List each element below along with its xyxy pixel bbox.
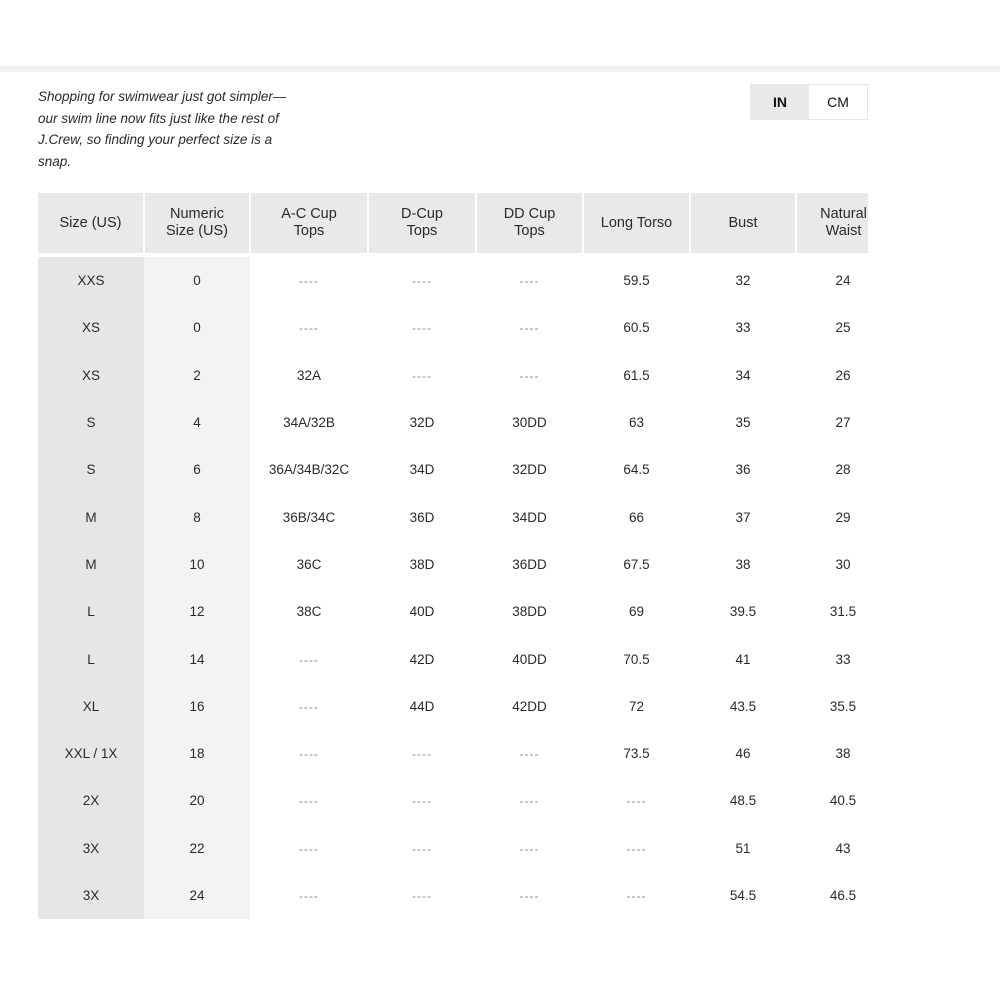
cell-value: 38D: [409, 556, 435, 572]
cell-value: 36: [735, 462, 751, 478]
dd-cup-cell: [476, 825, 583, 872]
cell-value: ----: [299, 652, 319, 667]
cell-value: 35.5: [829, 698, 857, 714]
cell-value: ----: [412, 274, 432, 289]
cell-value: L: [87, 651, 95, 667]
long-torso-cell: [583, 255, 690, 304]
cell-value: 40D: [409, 604, 435, 620]
numeric-size-cell: [144, 541, 250, 588]
cell-value: 10: [189, 556, 205, 572]
cell-value: 12: [189, 604, 205, 620]
cell-value: 39.5: [729, 604, 757, 620]
cell-value: 44D: [409, 698, 435, 714]
dd-cup-cell: [476, 872, 583, 919]
natural-waist-cell: [796, 352, 868, 399]
long-torso-cell: [583, 541, 690, 588]
ac-cup-cell: [250, 255, 368, 304]
size-cell: [38, 683, 144, 730]
size-cell: [38, 352, 144, 399]
cell-value: XS: [81, 367, 100, 383]
long-torso-cell: [583, 399, 690, 446]
long-torso-cell: [583, 352, 690, 399]
ac-cup-cell: [250, 730, 368, 777]
cell-value: XL: [82, 698, 100, 714]
dd-cup-cell: [476, 730, 583, 777]
size-cell: [38, 635, 144, 682]
cell-value: 38DD: [512, 604, 547, 620]
cell-value: ----: [299, 841, 319, 856]
cell-value: 66: [628, 509, 645, 525]
cell-value: 60.5: [623, 320, 650, 336]
d-cup-cell: [368, 255, 476, 304]
cell-value: 4: [193, 415, 201, 431]
cell-value: ----: [519, 321, 540, 336]
long-torso-cell: [583, 777, 690, 824]
numeric-size-cell: [144, 683, 250, 730]
cell-value: 6: [193, 462, 201, 478]
numeric-size-cell: [144, 730, 250, 777]
d-cup-cell: [368, 825, 476, 872]
numeric-size-cell: [144, 825, 250, 872]
unit-cm-button[interactable]: CM: [809, 85, 867, 119]
size-cell: [38, 872, 144, 919]
long-torso-cell: [583, 446, 690, 493]
table-header-row: [38, 193, 868, 255]
cell-value: 32: [735, 273, 751, 289]
d-cup-cell: [368, 683, 476, 730]
cell-value: 61.5: [623, 367, 650, 383]
cell-value: ----: [519, 889, 540, 903]
cell-value: 14: [189, 651, 205, 667]
dd-cup-cell: [476, 541, 583, 588]
size-cell: [38, 588, 144, 635]
size-cell: [38, 730, 144, 777]
size-cell: [38, 255, 144, 304]
cell-value: ----: [412, 321, 432, 336]
cell-value: 26: [835, 367, 851, 383]
cell-value: ----: [519, 274, 540, 289]
bust-cell: [690, 493, 796, 540]
table-row: [38, 399, 868, 446]
table-row: [38, 683, 868, 730]
table-row: [38, 352, 868, 399]
d-cup-cell: [368, 352, 476, 399]
table-row: [38, 825, 868, 872]
cell-value: 24: [835, 273, 851, 289]
cell-value: 27: [835, 415, 851, 431]
header-size-us: Size (US): [38, 193, 144, 255]
cell-value: 36D: [409, 509, 435, 525]
intro-text: Shopping for swimwear just got simpler—our swim line now fits just like the rest of J.Crew, so finding your perfect size is a snap.: [38, 89, 287, 169]
cell-value: 34A/32B: [283, 415, 335, 431]
ac-cup-cell: [250, 872, 368, 919]
d-cup-cell: [368, 446, 476, 493]
bust-cell: [690, 588, 796, 635]
bust-cell: [690, 255, 796, 304]
numeric-size-cell: [144, 446, 250, 493]
table-row: [38, 541, 868, 588]
long-torso-cell: [583, 730, 690, 777]
unit-toggle: [750, 84, 868, 120]
cell-value: 48.5: [729, 793, 757, 809]
header-long-torso: Long Torso: [583, 193, 690, 255]
table-body: [38, 255, 868, 919]
cell-value: 3X: [82, 888, 100, 903]
cell-value: 36DD: [512, 556, 547, 572]
ac-cup-cell: [250, 541, 368, 588]
cell-value: 64.5: [623, 462, 650, 478]
d-cup-cell: [368, 730, 476, 777]
size-cell: [38, 825, 144, 872]
cell-value: 22: [189, 840, 205, 856]
cell-value: 35: [735, 415, 751, 431]
size-cell: [38, 493, 144, 540]
cell-value: 0: [193, 320, 201, 336]
cell-value: M: [85, 509, 97, 525]
cell-value: 38: [735, 556, 751, 572]
size-cell: [38, 777, 144, 824]
cell-value: ----: [519, 794, 540, 809]
unit-in-button[interactable]: IN: [751, 85, 809, 119]
natural-waist-cell: [796, 541, 868, 588]
size-cell: [38, 541, 144, 588]
natural-waist-cell: [796, 730, 868, 777]
numeric-size-cell: [144, 635, 250, 682]
ac-cup-cell: [250, 399, 368, 446]
cell-value: 31.5: [829, 604, 857, 620]
cell-value: 40DD: [512, 651, 547, 667]
cell-value: 32A: [296, 367, 322, 383]
table-row: [38, 446, 868, 493]
size-chart-table: [38, 193, 868, 919]
natural-waist-cell: [796, 255, 868, 304]
cell-value: 38C: [296, 604, 322, 620]
cell-value: 38: [835, 746, 851, 762]
cell-value: 24: [189, 888, 205, 903]
numeric-size-cell: [144, 588, 250, 635]
natural-waist-cell: [796, 304, 868, 351]
bust-cell: [690, 730, 796, 777]
cell-value: 72: [628, 698, 645, 714]
cell-value: ----: [299, 321, 319, 336]
cell-value: 69: [628, 604, 645, 620]
cell-value: 36C: [296, 556, 322, 572]
cell-value: 46.5: [829, 888, 857, 903]
dd-cup-cell: [476, 777, 583, 824]
cell-value: S: [86, 462, 96, 478]
ac-cup-cell: [250, 588, 368, 635]
ac-cup-cell: [250, 683, 368, 730]
natural-waist-cell: [796, 399, 868, 446]
d-cup-cell: [368, 872, 476, 919]
long-torso-cell: [583, 825, 690, 872]
natural-waist-cell: [796, 635, 868, 682]
cell-value: 2: [193, 367, 201, 383]
cell-value: ----: [412, 368, 432, 383]
natural-waist-cell: [796, 777, 868, 824]
cell-value: S: [86, 415, 96, 431]
numeric-size-cell: [144, 352, 250, 399]
dd-cup-cell: [476, 588, 583, 635]
table-row: [38, 493, 868, 540]
numeric-size-cell: [144, 493, 250, 540]
size-chart-scroll-area[interactable]: [38, 193, 868, 920]
long-torso-cell: [583, 872, 690, 919]
table-row: [38, 777, 868, 824]
cell-value: 43.5: [729, 698, 757, 714]
ac-cup-cell: [250, 777, 368, 824]
size-cell: [38, 399, 144, 446]
table-row: [38, 730, 868, 777]
cell-value: ----: [412, 889, 432, 903]
cell-value: 63: [628, 415, 645, 431]
cell-value: 46: [735, 746, 751, 762]
ac-cup-cell: [250, 446, 368, 493]
natural-waist-cell: [796, 588, 868, 635]
cell-value: 43: [835, 840, 851, 856]
numeric-size-cell: [144, 777, 250, 824]
cell-value: XXL / 1X: [64, 746, 118, 762]
ac-cup-cell: [250, 304, 368, 351]
bust-cell: [690, 446, 796, 493]
natural-waist-cell: [796, 825, 868, 872]
cell-value: 16: [189, 698, 205, 714]
table-row: [38, 255, 868, 304]
d-cup-cell: [368, 635, 476, 682]
cell-value: ----: [626, 841, 647, 856]
dd-cup-cell: [476, 255, 583, 304]
cell-value: 73.5: [623, 746, 650, 762]
table-row: [38, 304, 868, 351]
bust-cell: [690, 541, 796, 588]
cell-value: 42D: [409, 651, 435, 667]
cell-value: 8: [193, 509, 201, 525]
natural-waist-cell: [796, 872, 868, 919]
bust-cell: [690, 683, 796, 730]
cell-value: 36A/34B/32C: [268, 462, 350, 478]
dd-cup-cell: [476, 352, 583, 399]
numeric-size-cell: [144, 304, 250, 351]
ac-cup-cell: [250, 825, 368, 872]
cell-value: 20: [189, 793, 205, 809]
dd-cup-cell: [476, 304, 583, 351]
cell-value: 51: [735, 840, 751, 856]
cell-value: ----: [412, 747, 432, 762]
cell-value: 3X: [82, 840, 100, 856]
cell-value: 25: [835, 320, 851, 336]
header-bust: Bust: [690, 193, 796, 255]
header-ac-cup-tops: A-C Cup Tops: [250, 193, 368, 255]
cell-value: 70.5: [623, 651, 650, 667]
d-cup-cell: [368, 588, 476, 635]
bust-cell: [690, 399, 796, 446]
numeric-size-cell: [144, 255, 250, 304]
cell-value: ----: [519, 841, 540, 856]
long-torso-cell: [583, 588, 690, 635]
top-divider: [0, 66, 1000, 72]
d-cup-cell: [368, 541, 476, 588]
dd-cup-cell: [476, 399, 583, 446]
cell-value: ----: [299, 274, 319, 289]
d-cup-cell: [368, 304, 476, 351]
cell-value: 18: [189, 746, 205, 762]
cell-value: 34D: [409, 462, 435, 478]
bust-cell: [690, 872, 796, 919]
cell-value: ----: [519, 368, 540, 383]
dd-cup-cell: [476, 493, 583, 540]
table-row: [38, 588, 868, 635]
cell-value: 30DD: [512, 415, 547, 431]
bust-cell: [690, 304, 796, 351]
table-row: [38, 635, 868, 682]
natural-waist-cell: [796, 446, 868, 493]
cell-value: 40.5: [829, 793, 857, 809]
cell-value: ----: [299, 889, 319, 903]
long-torso-cell: [583, 635, 690, 682]
cell-value: 29: [835, 509, 851, 525]
cell-value: 54.5: [729, 888, 757, 903]
ac-cup-cell: [250, 493, 368, 540]
cell-value: 59.5: [623, 273, 650, 289]
bust-cell: [690, 352, 796, 399]
header-dd-cup-tops: DD Cup Tops: [476, 193, 583, 255]
ac-cup-cell: [250, 635, 368, 682]
natural-waist-cell: [796, 683, 868, 730]
cell-value: 42DD: [512, 698, 547, 714]
long-torso-cell: [583, 493, 690, 540]
cell-value: 30: [835, 556, 851, 572]
cell-value: M: [85, 556, 97, 572]
cell-value: 41: [735, 651, 751, 667]
cell-value: 67.5: [623, 556, 650, 572]
cell-value: ----: [299, 699, 319, 714]
table-row: [38, 872, 868, 919]
cell-value: ----: [299, 747, 319, 762]
header-natural-waist: Natural Waist: [796, 193, 868, 255]
d-cup-cell: [368, 399, 476, 446]
size-cell: [38, 304, 144, 351]
cell-value: 34: [735, 367, 751, 383]
cell-value: 0: [193, 273, 201, 289]
ac-cup-cell: [250, 352, 368, 399]
long-torso-cell: [583, 304, 690, 351]
numeric-size-cell: [144, 872, 250, 919]
dd-cup-cell: [476, 683, 583, 730]
cell-value: 34DD: [512, 509, 547, 525]
d-cup-cell: [368, 493, 476, 540]
cell-value: XS: [81, 320, 100, 336]
d-cup-cell: [368, 777, 476, 824]
cell-value: ----: [412, 841, 432, 856]
size-cell: [38, 446, 144, 493]
cell-value: ----: [626, 889, 647, 903]
cell-value: ----: [626, 794, 647, 809]
cell-value: ----: [519, 747, 540, 762]
cell-value: ----: [412, 794, 432, 809]
natural-waist-cell: [796, 493, 868, 540]
bust-cell: [690, 825, 796, 872]
cell-value: L: [87, 604, 95, 620]
bust-cell: [690, 777, 796, 824]
header-numeric-size: Numeric Size (US): [144, 193, 250, 255]
cell-value: 32D: [409, 415, 435, 431]
cell-value: ----: [299, 794, 319, 809]
header-d-cup-tops: D-Cup Tops: [368, 193, 476, 255]
cell-value: 33: [835, 651, 851, 667]
cell-value: 33: [735, 320, 751, 336]
cell-value: 2X: [82, 793, 100, 809]
bust-cell: [690, 635, 796, 682]
cell-value: 37: [735, 509, 751, 525]
dd-cup-cell: [476, 446, 583, 493]
cell-value: 36B/34C: [282, 509, 336, 525]
cell-value: 32DD: [512, 462, 547, 478]
dd-cup-cell: [476, 635, 583, 682]
long-torso-cell: [583, 683, 690, 730]
cell-value: 28: [835, 462, 851, 478]
cell-value: XXS: [77, 273, 105, 289]
numeric-size-cell: [144, 399, 250, 446]
